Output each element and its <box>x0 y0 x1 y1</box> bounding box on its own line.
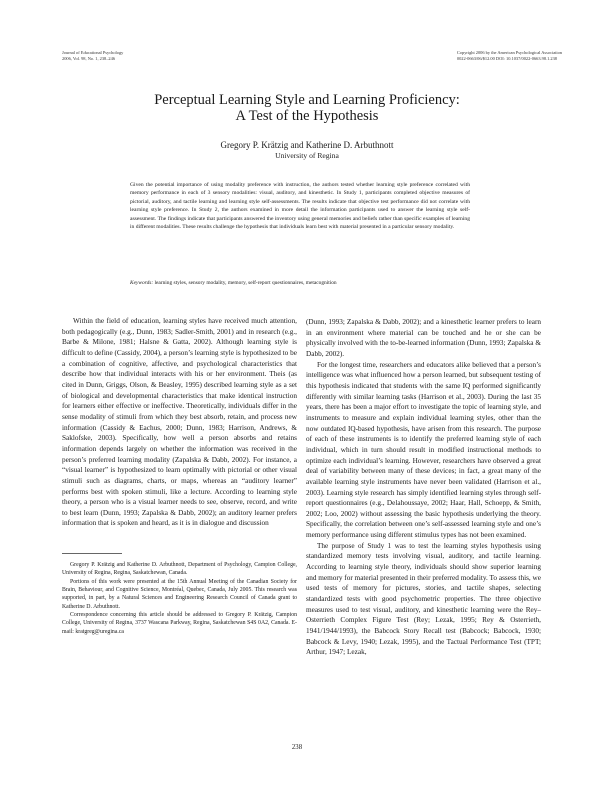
author-note <box>62 561 297 636</box>
title-line-1: Perceptual Learning Style and Learning Proficiency: <box>154 92 460 108</box>
keywords-label: Keywords: <box>130 280 154 286</box>
paragraph: Within the field of education, learning styles have received much attention, both pedagogically (e.g., Dunn, 1983; Sadler-Smith, 2001) and in research (e.g., Barbe & Milone, 1981; Halsne & Gatta, 2002). Although learning style is difficult to define (Cassidy, 2004), a person’s learning style is hypothesized to be a combination of cognitive, affective, and psychological characteristics that describe how that individual interacts with his or her environment. Theis (as cited in Dunn, Griggs, Olson, & Beasley, 1995) described learning style as a set of biological and developmental characteristics that make identical instruction for learners either effective or ineffective. Theoretically, individuals differ in the sense modality of stimuli from which they best absorb, retain, and process new information (Cassidy & Eachus, 2000; Dunn, 1983; Harrison, Andrews, & Saklofske, 2003). Specifically, how well a person absorbs and retains information depends largely on whether the information was received in the person’s preferred learning modality (Zapalska & Dabb, 2002). For instance, a “visual learner” is hypothesized to learn optimally with pictorial or other visual stimuli such as diagrams, charts, or maps, whereas an “auditory learner” performs best with spoken stimuli, like a lecture. According to learning style theory, a person who is a visual learner needs to see, observe, record, and write to best learn (Dunn, 1993; Zapalska & Dabb, 2002); an auditory learner prefers information that is spoken and heard, as it is in dialogue and discussion <box>62 317 297 528</box>
journal-header <box>62 50 123 61</box>
doi-line: 0022-0663/06/$12.00 DOI: 10.1037/0022-0663.98.1.238 <box>456 55 558 61</box>
affiliation: University of Regina <box>275 151 339 160</box>
keywords <box>130 279 470 287</box>
paragraph: For the longest time, researchers and educators alike believed that a person’s intelligence was what influenced how a person learned, but subsequent testing of this hypothesis indicated that students with the same IQ performed significantly differently with similar learning tasks (Harrison et al., 2003). During the last 35 years, there has been a major effort to investigate the topic of learning style, and instruments to measure and explain individual learning styles, other than the now outdated IQ-based hypothesis, have arisen from this research. The purpose of each of these instruments is to identify the preferred learning style of each individual, which in turn should result in modified instructional methods to optimize each individual’s learning. However, researchers have observed a great deal of variability between many of these devices; in fact, a great many of the available learning style instruments have never been validated (Harrison et al., 2003). Learning style research has simply identified learning styles through self-report questionnaires (e.g., Delahoussaye, 2002; Haar, Hall, Schoepp, & Smith, 2002; Loo, 2002) without assessing the basic hypothesis underlying the theory. Specifically, the correlation between one’s self-assessed learning style and one’s memory performance using different stimulus types has not been examined. <box>306 360 541 540</box>
copyright-line: Copyright 2006 by the American Psychological Association <box>456 50 562 55</box>
footnote: Gregory P. Krätzig and Katherine D. Arbuthnott, Department of Psychology, Campion College, University of Regina, Regina, Saskatchewan, Canada. <box>62 562 297 577</box>
title-line-2: A Test of the Hypothesis <box>235 108 379 124</box>
footnote: Portions of this work were presented at the 15th Annual Meeting of the Canadian Society for Brain, Behaviour, and Cognitive Science, Montréal, Quebec, Canada, July 2005. This research was supported, in part, by a Natural Sciences and Engineering Research Council of Canada grant to Katherine D. Arbuthnott. <box>62 578 297 610</box>
footnote: Correspondence concerning this article should be addressed to Gregory P. Krätzig, Campion College, University of Regina, 3737 Wascana Parkway, Regina, Saskatchewan S4S 0A2, Canada. E-mail: kratgreg@uregina.ca <box>62 612 297 635</box>
body-column-left <box>62 316 297 529</box>
abstract: Given the potential importance of using modality preference with instruction, the authors tested whether learning style preference correlated with memory performance in each of 3 sensory modalities: visual, auditory, and kinesthetic. In Study 1, participants completed objective measures of pictorial, auditory, and tactile learning and learning style self-assessments. The results indicate that objective test performance did not correlate with learning style preference. In Study 2, the authors examined in more detail the information participants used to answer the learning style self-assessment. The findings indicate that participants answered the inventory using general memories and beliefs rather than specific examples of learning in different modalities. These results challenge the hypothesis that individuals learn best with material presented in a particular sensory modality. <box>130 182 470 231</box>
paragraph: The purpose of Study 1 was to test the learning styles hypothesis using standardized memory tests involving visual, auditory, and tactile learning. According to learning style theory, individuals should show superior learning and memory for material presented in their preferred modality. To assess this, we used tests of memory for pictures, stories, and tactile shapes, selecting standardized tests with good psychometric properties. The three objective measures used to test visual, auditory, and kinesthetic learning were the Rey–Osterrieth Complex Figure Test (Rey; Lezak, 1995; Rey & Osterrieth, 1941/1944/1993), the Babcock Story Recall test (Babcock; Babcock, 1930; Babcock & Levy, 1940; Lezak, 1995), and the Tactual Performance Test (TPT; Arthur, 1947; Lezak, <box>306 541 541 657</box>
keywords-list: learning styles, sensory modality, memory, self-report questionnaires, metacognition <box>154 280 337 286</box>
authors: Gregory P. Krätzig and Katherine D. Arbuthnott <box>220 140 394 150</box>
page-number: 238 <box>291 744 303 751</box>
footnote-divider <box>62 553 122 554</box>
copyright-header <box>457 50 562 61</box>
article-title <box>62 92 552 124</box>
paragraph: (Dunn, 1993; Zapalska & Dabb, 2002); and a kinesthetic learner prefers to learn in an environment where material can be touched and he or she can be physically involved with the to-be-learned information (Dunn, 1993; Zapalska & Dabb, 2002). <box>306 318 541 358</box>
journal-name: Journal of Educational Psychology <box>62 50 124 55</box>
body-column-right <box>306 317 541 658</box>
journal-volume: 2006, Vol. 98, No. 1, 238–246 <box>62 55 116 61</box>
